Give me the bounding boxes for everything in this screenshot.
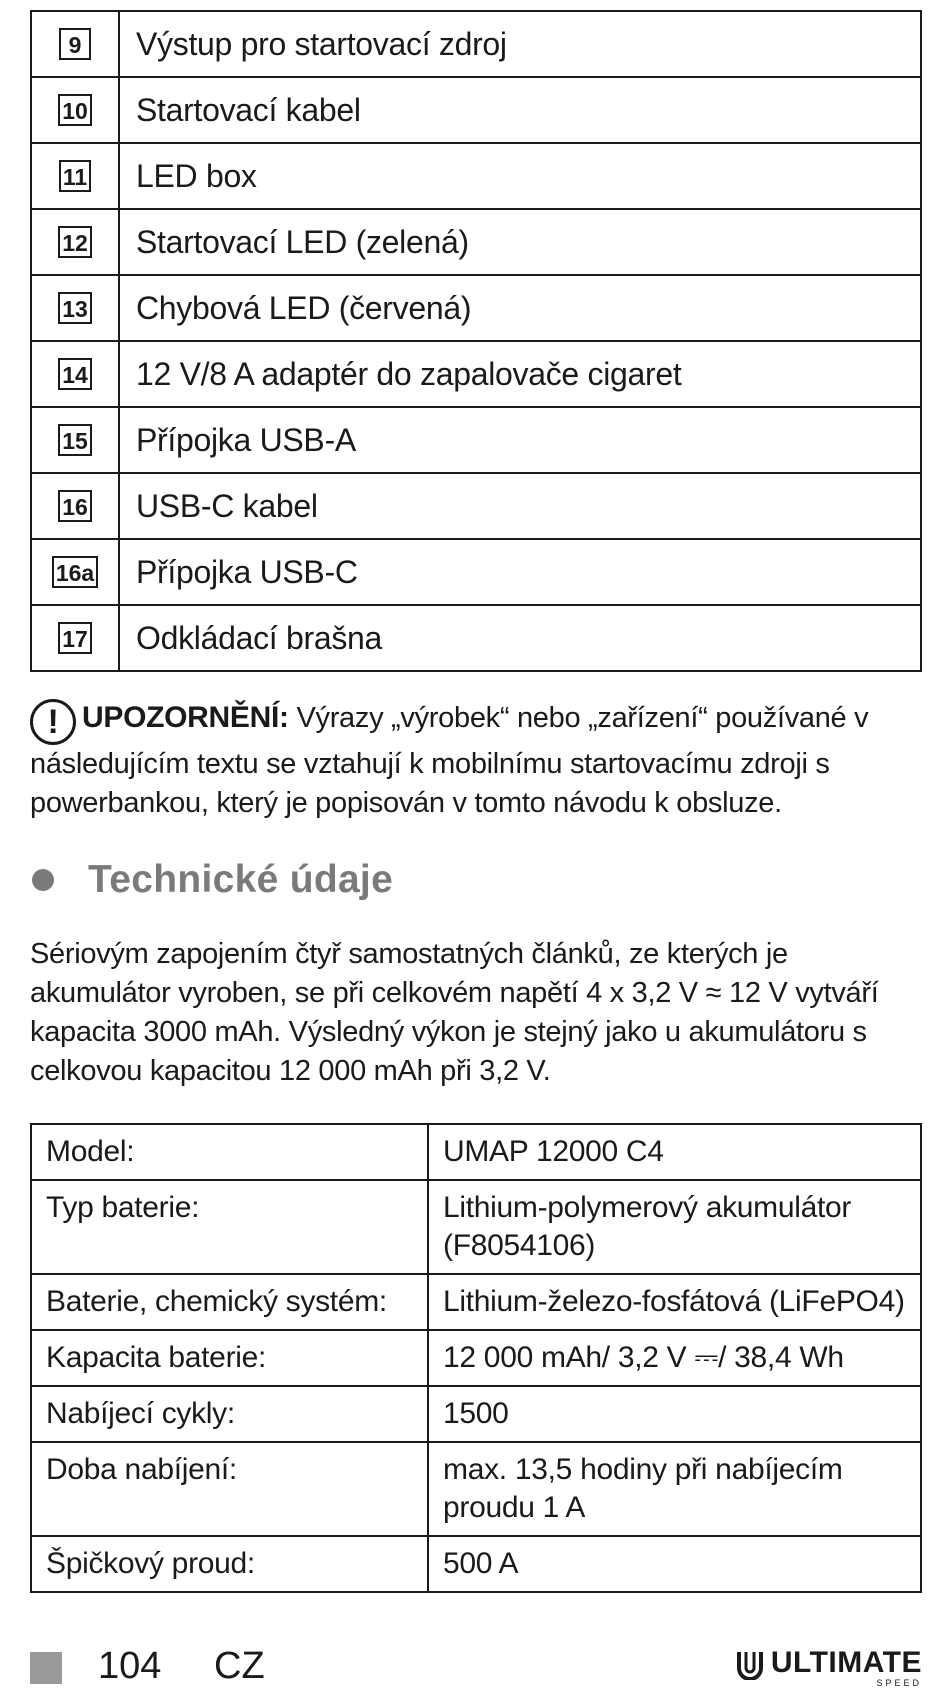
spec-value: Lithium-železo-fosfátová (LiFePO4) xyxy=(428,1274,921,1330)
brand-subtitle: SPEED xyxy=(876,1678,922,1688)
section-title: Technické údaje xyxy=(88,858,394,901)
part-number: 14 xyxy=(58,358,92,390)
spec-key: Model: xyxy=(31,1124,428,1180)
footer-marker xyxy=(30,1652,62,1684)
part-number: 9 xyxy=(59,28,91,60)
part-number: 16 xyxy=(58,490,92,522)
spec-value: 500 A xyxy=(428,1536,921,1592)
page-footer xyxy=(30,1644,922,1688)
table-row xyxy=(31,11,921,77)
notice-label: UPOZORNĚNÍ: xyxy=(82,701,289,734)
notice-paragraph xyxy=(30,698,930,823)
spec-value: 1500 xyxy=(428,1386,921,1442)
table-row xyxy=(31,77,921,143)
part-label: USB-C kabel xyxy=(119,473,921,539)
part-number: 12 xyxy=(58,226,92,258)
brand-name: ULTIMATE xyxy=(770,1646,922,1679)
spec-table xyxy=(30,1123,922,1593)
spec-key: Kapacita baterie: xyxy=(31,1330,428,1386)
table-row xyxy=(31,209,921,275)
spec-key: Nabíjecí cykly: xyxy=(31,1386,428,1442)
table-row xyxy=(31,539,921,605)
part-label: Startovací kabel xyxy=(119,77,921,143)
table-row xyxy=(31,341,921,407)
table-row xyxy=(31,1442,921,1536)
spec-value: Lithium-polymerový akumulátor (F8054106) xyxy=(428,1180,921,1274)
part-label: Přípojka USB-C xyxy=(119,539,921,605)
table-row xyxy=(31,143,921,209)
part-label: Startovací LED (zelená) xyxy=(119,209,921,275)
table-row xyxy=(31,1536,921,1592)
part-number: 16a xyxy=(52,556,98,588)
country-code: CZ xyxy=(214,1645,265,1687)
spec-value: 12 000 mAh/ 3,2 V ⎓/ 38,4 Wh xyxy=(428,1330,921,1386)
brand-logo xyxy=(735,1646,922,1688)
part-label: 12 V/8 A adaptér do zapalovače cigaret xyxy=(119,341,921,407)
part-number: 11 xyxy=(59,160,91,192)
part-number: 10 xyxy=(58,94,92,126)
table-row xyxy=(31,1330,921,1386)
exclamation-circle-icon: ! xyxy=(30,699,76,745)
page-number: 104 xyxy=(98,1645,162,1687)
ultimate-speed-logo-icon xyxy=(735,1648,765,1680)
spec-key: Špičkový proud: xyxy=(31,1536,428,1592)
part-label: Výstup pro startovací zdroj xyxy=(119,11,921,77)
intro-paragraph: Sériovým zapojením čtyř samostatných článků, ze kterých je akumulátor vyroben, se při celkovém napětí 4 x 3,2 V ≈ 12 V vytváří kapacita 3000 mAh. Výsledný výkon je stejný jako u akumulátoru s celkovou kapacitou 12 000 mAh při 3,2 V. xyxy=(30,938,879,1087)
spec-key: Baterie, chemický systém: xyxy=(31,1274,428,1330)
part-number: 13 xyxy=(58,292,92,324)
table-row xyxy=(31,605,921,671)
notice-text: Výrazy „výrobek“ nebo „zařízení“ používané v následujícím textu se vztahují k mobilnímu startovacímu zdroji s powerbankou, který je popisován v tomto návodu k obsluze. xyxy=(30,702,869,819)
table-row xyxy=(31,1386,921,1442)
table-row xyxy=(31,1274,921,1330)
table-row xyxy=(31,1124,921,1180)
spec-value: UMAP 12000 C4 xyxy=(428,1124,921,1180)
spec-value: max. 13,5 hodiny při nabíjecím proudu 1 A xyxy=(428,1442,921,1536)
table-row xyxy=(31,473,921,539)
table-row xyxy=(31,275,921,341)
part-label: Odkládací brašna xyxy=(119,605,921,671)
part-label: LED box xyxy=(119,143,921,209)
table-row xyxy=(31,407,921,473)
part-number: 15 xyxy=(58,424,92,456)
part-number: 17 xyxy=(58,622,92,654)
parts-table xyxy=(30,10,922,672)
part-label: Chybová LED (červená) xyxy=(119,275,921,341)
bullet-icon xyxy=(32,869,54,891)
spec-key: Doba nabíjení: xyxy=(31,1442,428,1536)
spec-key: Typ baterie: xyxy=(31,1180,428,1274)
part-label: Přípojka USB-A xyxy=(119,407,921,473)
section-heading xyxy=(30,855,393,905)
table-row xyxy=(31,1180,921,1274)
